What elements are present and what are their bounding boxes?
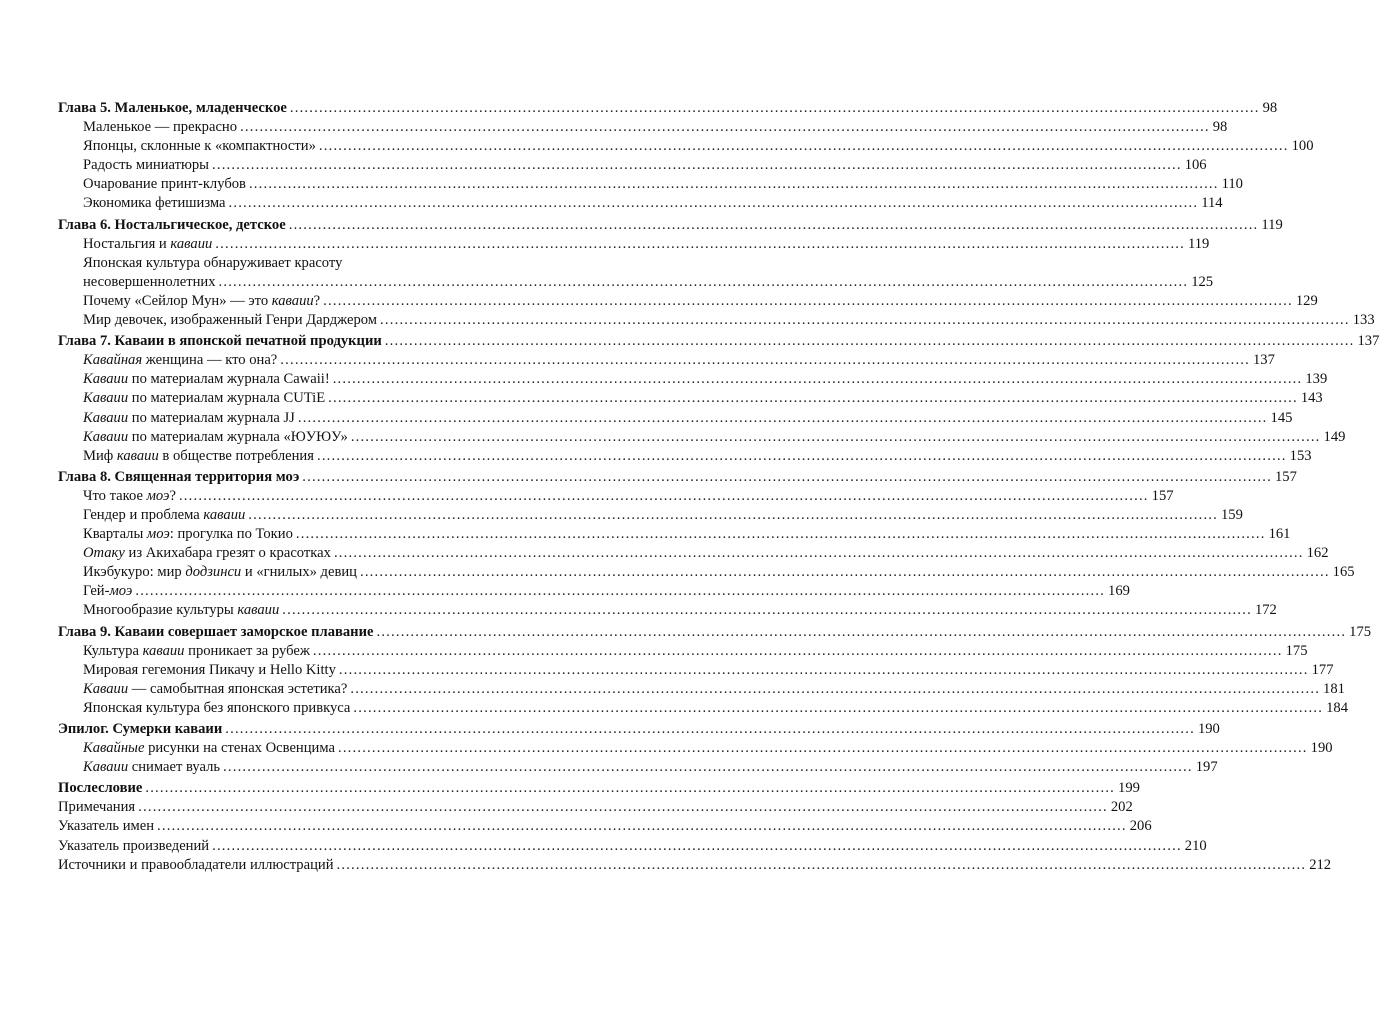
toc-section — [58, 156, 1207, 175]
toc-section — [58, 370, 1328, 389]
title-fragment: по материалам журнала CUTiE — [128, 390, 326, 407]
italic-term: додзинси — [185, 564, 242, 581]
italic-term: каваии — [170, 235, 213, 252]
title-fragment: Икэбукуро: мир — [83, 564, 186, 581]
toc-section — [58, 680, 1345, 699]
toc-entry-title — [58, 468, 299, 487]
italic-term: каваии — [271, 292, 314, 309]
toc-entry-title — [83, 758, 220, 777]
title-fragment: : прогулка по Токио — [169, 526, 293, 543]
toc-entry-title — [83, 235, 212, 254]
toc-page-number: 157 — [1151, 487, 1174, 504]
dot-leader: ........................................................................................................................................................................................................ — [280, 352, 1250, 369]
toc-page-number: 165 — [1332, 564, 1355, 581]
toc-page-number: 184 — [1326, 699, 1348, 716]
toc-section — [58, 235, 1210, 254]
toc-entry-title — [58, 332, 382, 351]
toc-entry-title — [83, 544, 331, 563]
toc-page-number: 145 — [1270, 409, 1293, 426]
italic-term: каваии — [142, 642, 185, 659]
italic-term: моэ — [146, 526, 170, 543]
toc-page-number: 210 — [1184, 837, 1207, 854]
title-fragment: Экономика фетишизма — [83, 195, 226, 212]
toc-entry-title — [83, 428, 348, 447]
title-fragment: Ностальгия и — [83, 235, 171, 252]
toc-entry-title — [83, 409, 295, 428]
title-fragment: снимает вуаль — [128, 759, 221, 776]
toc-page-number: 175 — [1285, 642, 1308, 659]
toc-section — [58, 661, 1334, 680]
italic-term: Кавайная — [83, 352, 143, 369]
title-fragment: по материалам журнала «ЮУЮУ» — [128, 428, 348, 445]
title-fragment: Глава 6. Ностальгическое, детское — [58, 216, 286, 233]
title-fragment: Послесловие — [58, 780, 143, 797]
dot-leader: ........................................................................................................................................................................................................ — [350, 680, 1321, 697]
dot-leader: ........................................................................................................................................................................................................ — [350, 428, 1321, 445]
title-fragment: Кварталы — [83, 526, 147, 543]
toc-page-number: 181 — [1323, 680, 1345, 697]
table-of-contents — [58, 99, 1379, 875]
toc-section — [58, 506, 1243, 525]
toc-page-number: 129 — [1295, 292, 1318, 309]
toc-page-number: 169 — [1108, 583, 1130, 600]
toc-entry-title — [83, 601, 279, 620]
title-fragment: Примечания — [58, 799, 136, 816]
toc-entry-title — [83, 156, 209, 175]
title-fragment: Японская культура без японского привкуса — [83, 699, 351, 716]
toc-page-number: 125 — [1191, 273, 1214, 290]
title-fragment: Указатель произведений — [58, 837, 210, 854]
toc-page-number: 177 — [1311, 661, 1334, 678]
toc-page-number: 202 — [1110, 799, 1133, 816]
dot-leader: ........................................................................................................................................................................................................ — [316, 447, 1287, 464]
toc-page-number: 199 — [1118, 780, 1140, 797]
italic-term: Отаку — [83, 545, 125, 562]
dot-leader: ........................................................................................................................................................................................................ — [248, 176, 1219, 193]
dot-leader: ........................................................................................................................................................................................................ — [297, 409, 1268, 426]
dot-leader: ........................................................................................................................................................................................................ — [295, 526, 1266, 543]
title-fragment: Мировая гегемония Пикачу и Hello Kitty — [83, 661, 336, 678]
title-fragment: рисунки на стенах Освенцима — [144, 740, 335, 757]
dot-leader: ........................................................................................................................................................................................................ — [248, 506, 1218, 523]
dot-leader: ........................................................................................................................................................................................................ — [353, 699, 1324, 716]
dot-leader: ........................................................................................................................................................................................................ — [135, 583, 1106, 600]
dot-leader: ........................................................................................................................................................................................................ — [212, 157, 1182, 174]
toc-section — [58, 642, 1308, 661]
title-fragment: Глава 8. Священная территория моэ — [58, 468, 300, 485]
toc-section — [58, 351, 1275, 370]
title-fragment: по материалам журнала JJ — [128, 409, 295, 426]
toc-entry-title — [83, 254, 342, 273]
toc-appendix — [58, 856, 1332, 875]
dot-leader: ........................................................................................................................................................................................................ — [215, 235, 1185, 252]
toc-entry-title — [83, 118, 237, 137]
title-fragment: Глава 5. Маленькое, младенческое — [58, 100, 287, 116]
italic-term: Кавайные — [83, 740, 145, 757]
toc-chapter — [58, 720, 1220, 739]
dot-leader: ........................................................................................................................................................................................................ — [225, 721, 1195, 737]
title-fragment: проникает за рубеж — [184, 642, 310, 659]
italic-term: Каваии — [83, 371, 129, 388]
dot-leader: ........................................................................................................................................................................................................ — [376, 623, 1347, 640]
dot-leader: ........................................................................................................................................................................................................ — [333, 545, 1304, 562]
italic-term: моэ — [146, 487, 170, 504]
title-fragment: Эпилог. Сумерки каваии — [58, 721, 223, 737]
toc-page-number: 106 — [1184, 157, 1207, 174]
dot-leader: ........................................................................................................................................................................................................ — [212, 837, 1182, 854]
toc-section — [58, 739, 1333, 758]
dot-leader: ........................................................................................................................................................................................................ — [228, 195, 1199, 212]
toc-page-number: 162 — [1306, 545, 1329, 562]
toc-page-number: 149 — [1323, 428, 1346, 445]
title-fragment: из Акихабара грезят о красотках — [124, 545, 331, 562]
title-fragment: Указатель имен — [58, 818, 155, 835]
toc-section — [58, 447, 1312, 466]
toc-section — [58, 194, 1223, 213]
dot-leader: ........................................................................................................................................................................................................ — [145, 780, 1116, 797]
toc-entry-title — [83, 661, 336, 680]
dot-leader: ........................................................................................................................................................................................................ — [337, 740, 1308, 757]
title-fragment: Мир девочек, изображенный Генри Дарджером — [83, 312, 378, 329]
toc-entry-title — [83, 175, 246, 194]
italic-term: Каваии — [83, 409, 129, 426]
toc-entry-title — [83, 739, 335, 758]
toc-page-number: 114 — [1201, 195, 1223, 212]
italic-term: Каваии — [83, 428, 129, 445]
dot-leader: ........................................................................................................................................................................................................ — [359, 564, 1330, 581]
toc-entry-title — [58, 817, 154, 836]
title-fragment: и «гнилых» девиц — [241, 564, 357, 581]
toc-page-number: 100 — [1291, 138, 1314, 155]
toc-entry-title — [83, 487, 176, 506]
toc-appendix — [58, 837, 1207, 856]
toc-chapter — [58, 468, 1297, 487]
toc-page-number: 143 — [1300, 390, 1323, 407]
toc-section — [58, 273, 1214, 292]
toc-page-number: 98 — [1262, 100, 1278, 116]
toc-entry-title — [83, 194, 226, 213]
title-fragment: Что такое — [83, 487, 147, 504]
toc-page-number: 157 — [1274, 468, 1297, 485]
toc-page-number: 172 — [1254, 602, 1277, 619]
toc-page-number: 197 — [1195, 759, 1218, 776]
toc-entry-title — [58, 779, 142, 798]
toc-entry-title — [83, 311, 377, 330]
dot-leader: ........................................................................................................................................................................................................ — [328, 390, 1298, 407]
toc-entry-title — [58, 720, 222, 739]
toc-entry-title — [58, 837, 209, 856]
toc-section — [58, 563, 1355, 582]
toc-chapter — [58, 779, 1140, 798]
toc-section — [58, 544, 1329, 563]
dot-leader: ........................................................................................................................................................................................................ — [312, 642, 1283, 659]
dot-leader: ........................................................................................................................................................................................................ — [218, 273, 1189, 290]
dot-leader: ........................................................................................................................................................................................................ — [332, 371, 1303, 388]
toc-page-number: 133 — [1352, 312, 1375, 329]
toc-entry-title — [83, 506, 245, 525]
toc-page-number: 190 — [1197, 721, 1220, 737]
toc-entry-title — [83, 351, 277, 370]
italic-term: каваии — [116, 447, 159, 464]
toc-chapter — [58, 216, 1283, 235]
toc-section — [58, 409, 1293, 428]
dot-leader: ........................................................................................................................................................................................................ — [318, 138, 1289, 155]
italic-term: моэ — [109, 583, 133, 600]
toc-page-number: 139 — [1305, 371, 1328, 388]
title-fragment: по материалам журнала Cawaii! — [128, 371, 330, 388]
dot-leader: ........................................................................................................................................................................................................ — [138, 799, 1108, 816]
toc-section — [58, 428, 1346, 447]
italic-term: Каваии — [83, 680, 129, 697]
dot-leader: ........................................................................................................................................................................................................ — [380, 312, 1350, 329]
toc-page-number: 98 — [1212, 119, 1228, 136]
title-fragment: ? — [313, 292, 321, 309]
title-fragment: Очарование принт-клубов — [83, 176, 246, 193]
dot-leader: ........................................................................................................................................................................................................ — [178, 487, 1149, 504]
toc-section — [58, 758, 1218, 777]
toc-section — [58, 137, 1314, 156]
toc-chapter — [58, 623, 1372, 642]
toc-chapter — [58, 99, 1278, 118]
dot-leader: ........................................................................................................................................................................................................ — [288, 216, 1259, 233]
toc-entry-title — [83, 699, 350, 718]
dot-leader: ........................................................................................................................................................................................................ — [289, 100, 1260, 116]
toc-entry-title — [58, 99, 287, 118]
toc-page-number: 159 — [1220, 506, 1243, 523]
dot-leader: ........................................................................................................................................................................................................ — [338, 661, 1309, 678]
dot-leader: ........................................................................................................................................................................................................ — [323, 292, 1293, 309]
title-fragment: в обществе потребления — [158, 447, 314, 464]
toc-page-number: 212 — [1309, 856, 1332, 873]
title-fragment: ? — [169, 487, 176, 504]
toc-entry-title — [83, 137, 316, 156]
toc-section — [58, 254, 570, 273]
toc-section — [58, 389, 1323, 408]
toc-section — [58, 175, 1243, 194]
title-fragment: Гей- — [83, 583, 110, 600]
title-fragment: Глава 9. Каваии совершает заморское плавание — [58, 623, 374, 640]
toc-section — [58, 118, 1228, 137]
toc-page-number: 175 — [1349, 623, 1372, 640]
toc-section — [58, 487, 1174, 506]
toc-entry-title — [83, 447, 314, 466]
toc-entry-title — [83, 273, 216, 292]
toc-page-number: 161 — [1268, 526, 1291, 543]
toc-page-number: 119 — [1187, 235, 1210, 252]
toc-page-number: 110 — [1221, 176, 1243, 193]
toc-entry-title — [58, 623, 373, 642]
title-fragment: Маленькое — прекрасно — [83, 119, 238, 136]
toc-entry-title — [83, 525, 293, 544]
toc-entry-title — [83, 292, 320, 311]
toc-page-number: 119 — [1261, 216, 1283, 233]
title-fragment: Источники и правообладатели иллюстраций — [58, 856, 334, 873]
toc-section — [58, 601, 1277, 620]
italic-term: каваии — [203, 506, 246, 523]
toc-appendix — [58, 817, 1152, 836]
title-fragment: Японская культура обнаруживает красоту — [83, 254, 343, 271]
toc-section — [58, 699, 1348, 718]
title-fragment: Культура — [83, 642, 143, 659]
dot-leader: ........................................................................................................................................................................................................ — [223, 759, 1193, 776]
toc-entry-title — [83, 563, 357, 582]
toc-section — [58, 311, 1375, 330]
title-fragment: несовершеннолетних — [83, 273, 216, 290]
dot-leader: ........................................................................................................................................................................................................ — [240, 119, 1210, 136]
toc-entry-title — [83, 389, 325, 408]
title-fragment: Почему «Сейлор Мун» — это — [83, 292, 272, 309]
toc-page-number: 190 — [1310, 740, 1333, 757]
title-fragment: Радость миниатюры — [83, 157, 209, 174]
dot-leader: ........................................................................................................................................................................................................ — [384, 333, 1355, 350]
toc-entry-title — [58, 856, 334, 875]
toc-section — [58, 292, 1318, 311]
toc-entry-title — [58, 798, 135, 817]
toc-section — [58, 582, 1130, 601]
title-fragment: Японцы, склонные к «компактности» — [83, 138, 316, 155]
dot-leader: ........................................................................................................................................................................................................ — [157, 818, 1127, 835]
italic-term: каваии — [237, 602, 280, 619]
toc-appendix — [58, 798, 1133, 817]
dot-leader: ........................................................................................................................................................................................................ — [336, 856, 1307, 873]
toc-page-number: 153 — [1289, 447, 1312, 464]
toc-entry-title — [83, 642, 310, 661]
toc-chapter — [58, 332, 1379, 351]
toc-page-number: 137 — [1357, 333, 1379, 350]
toc-entry-title — [58, 216, 286, 235]
title-fragment: женщина — кто она? — [142, 352, 278, 369]
title-fragment: Миф — [83, 447, 117, 464]
toc-section — [58, 525, 1291, 544]
toc-entry-title — [83, 680, 347, 699]
toc-entry-title — [83, 370, 330, 389]
title-fragment: Глава 7. Каваии в японской печатной продукции — [58, 333, 382, 350]
toc-page-number: 206 — [1129, 818, 1152, 835]
dot-leader: ........................................................................................................................................................................................................ — [282, 602, 1252, 619]
toc-entry-title — [83, 582, 132, 601]
title-fragment: Многообразие культуры — [83, 602, 238, 619]
italic-term: Каваии — [83, 390, 129, 407]
italic-term: Каваии — [83, 759, 129, 776]
toc-page-number: 137 — [1252, 352, 1275, 369]
title-fragment: Гендер и проблема — [83, 506, 204, 523]
dot-leader: ........................................................................................................................................................................................................ — [302, 468, 1272, 485]
title-fragment: — самобытная японская эстетика? — [128, 680, 348, 697]
